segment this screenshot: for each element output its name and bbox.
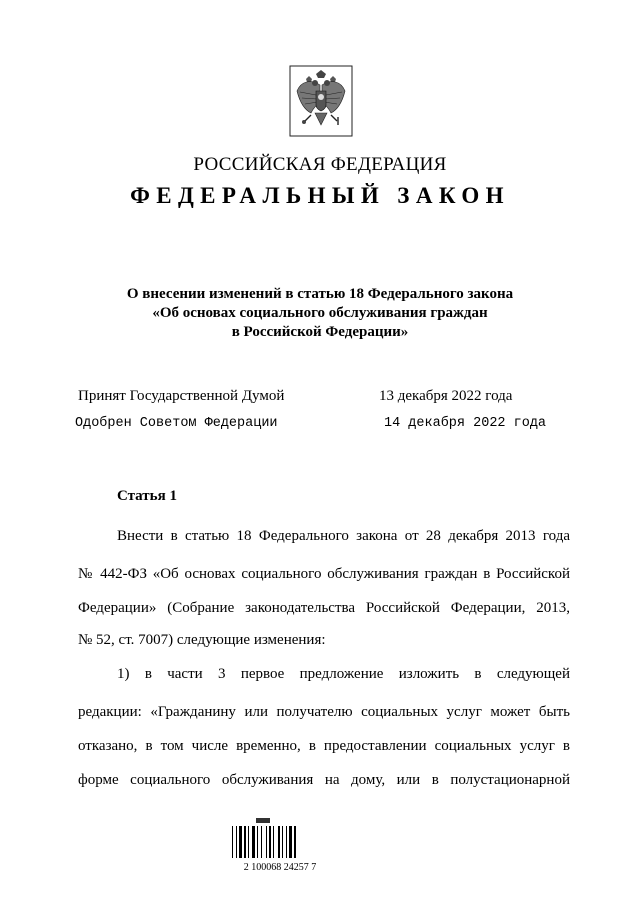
- article-text-line: отказано, в том числе временно, в предоставлении социальных услуг в: [78, 738, 570, 754]
- law-title-line: в Российской Федерации»: [231, 324, 409, 340]
- council-approval-label: Одобрен Советом Федерации: [75, 416, 278, 431]
- article-text-line: № 52, ст. 7007) следующие изменения:: [78, 632, 326, 648]
- barcode: [228, 816, 332, 880]
- country-name: РОССИЙСКАЯ ФЕДЕРАЦИЯ: [193, 154, 447, 175]
- law-title: [0, 285, 640, 342]
- article-text-line: Федерации» (Собрание законодательства Российской Федерации, 2013,: [78, 600, 570, 616]
- law-title-line: «Об основах социального обслуживания граждан: [152, 305, 488, 321]
- document-type: ФЕДЕРАЛЬНЫЙ ЗАКОН: [130, 183, 510, 208]
- article-text-line: 1) в части 3 первое предложение изложить в следующей: [117, 666, 570, 682]
- barcode-number: 2 100068 24257 7: [243, 862, 317, 873]
- article-text-line: форме социального обслуживания на дому, или в полустационарной: [78, 772, 570, 788]
- russian-coat-of-arms-icon: [289, 65, 353, 137]
- article-text-line: Внести в статью 18 Федерального закона от 28 декабря 2013 года: [117, 528, 570, 544]
- duma-adoption-label: Принят Государственной Думой: [78, 388, 285, 404]
- article-text-line: № 442-ФЗ «Об основах социального обслуживания граждан в Российской: [78, 566, 570, 582]
- council-approval-date: 14 декабря 2022 года: [384, 416, 547, 431]
- article-heading: Статья 1: [117, 488, 177, 504]
- law-title-line: О внесении изменений в статью 18 Федерального закона: [126, 286, 514, 302]
- duma-adoption-date: 13 декабря 2022 года: [379, 388, 513, 404]
- article-text-line: редакции: «Гражданину или получателю социальных услуг может быть: [78, 704, 570, 720]
